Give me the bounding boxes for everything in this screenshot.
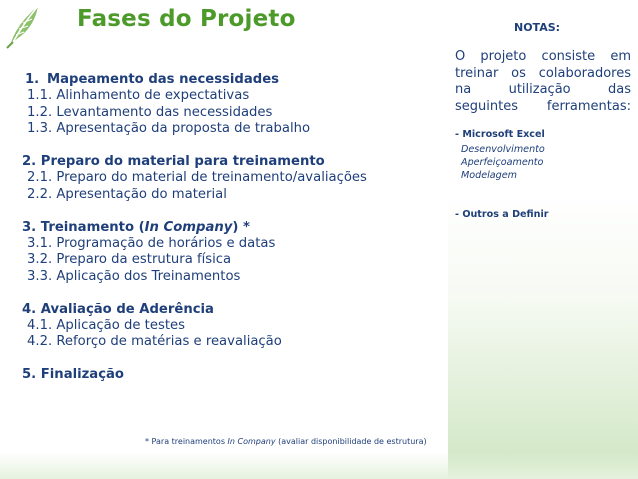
phase-list [22, 72, 442, 384]
footnote-post: (avaliar disponibilidade de estrutura) [275, 437, 427, 446]
bottom-gradient [0, 452, 638, 479]
phase-1-item-2: 1.2. Levantamento das necessidades [27, 104, 273, 120]
footnote-pre: * Para treinamentos [145, 437, 228, 446]
notes-heading: NOTAS: [514, 21, 561, 34]
notes-excel-sub-1: Desenvolvimento [461, 144, 545, 155]
phase-1-heading [22, 72, 442, 88]
phase-1-number: 1. [25, 72, 40, 87]
phase-3-heading [22, 220, 442, 236]
phase-3-label-pre: 3. Treinamento ( [22, 219, 145, 235]
phase-2-item-2: 2.2. Apresentação do material [27, 186, 227, 202]
phase-4-heading: 4. Avaliação de Aderência [22, 301, 214, 317]
footnote-em: In Company [227, 437, 276, 446]
phase-4-item-2: 4.2. Reforço de matérias e reavaliação [27, 334, 282, 350]
phase-4-item-1: 4.1. Aplicação de testes [27, 318, 185, 334]
phase-3-item-2: 3.2. Preparo da estrutura física [27, 252, 232, 268]
notes-tool-excel: - Microsoft Excel [455, 129, 545, 140]
notes-excel-sub-3: Modelagem [461, 170, 518, 181]
phase-2-item-1: 2.1. Preparo do material de treinamento/avaliações [27, 170, 367, 186]
phase-1-item-1: 1.1. Alinhamento de expectativas [27, 88, 250, 104]
phase-1-item-3: 1.3. Apresentação da proposta de trabalho [27, 121, 311, 137]
phase-3-item-3: 3.3. Aplicação dos Treinamentos [27, 268, 241, 284]
phase-3-label-post: ) * [232, 219, 250, 235]
phase-1-label: Mapeamento das necessidades [47, 72, 279, 87]
phase-3-label-em: In Company [144, 219, 233, 235]
footnote [145, 437, 427, 446]
phase-2-heading: 2. Preparo do material para treinamento [22, 154, 325, 170]
notes-tool-other: - Outros a Definir [455, 209, 549, 220]
phase-5-heading: 5. Finalização [22, 367, 124, 383]
notes-intro: O projeto consiste em treinar os colaboradores na utilização das seguintes ferramentas: [455, 49, 631, 114]
page-title: Fases do Projeto [77, 6, 296, 32]
phase-3-item-1: 3.1. Programação de horários e datas [27, 236, 276, 252]
feather-quill-icon [4, 2, 44, 50]
notes-excel-sub-2: Aperfeiçoamento [461, 157, 544, 168]
